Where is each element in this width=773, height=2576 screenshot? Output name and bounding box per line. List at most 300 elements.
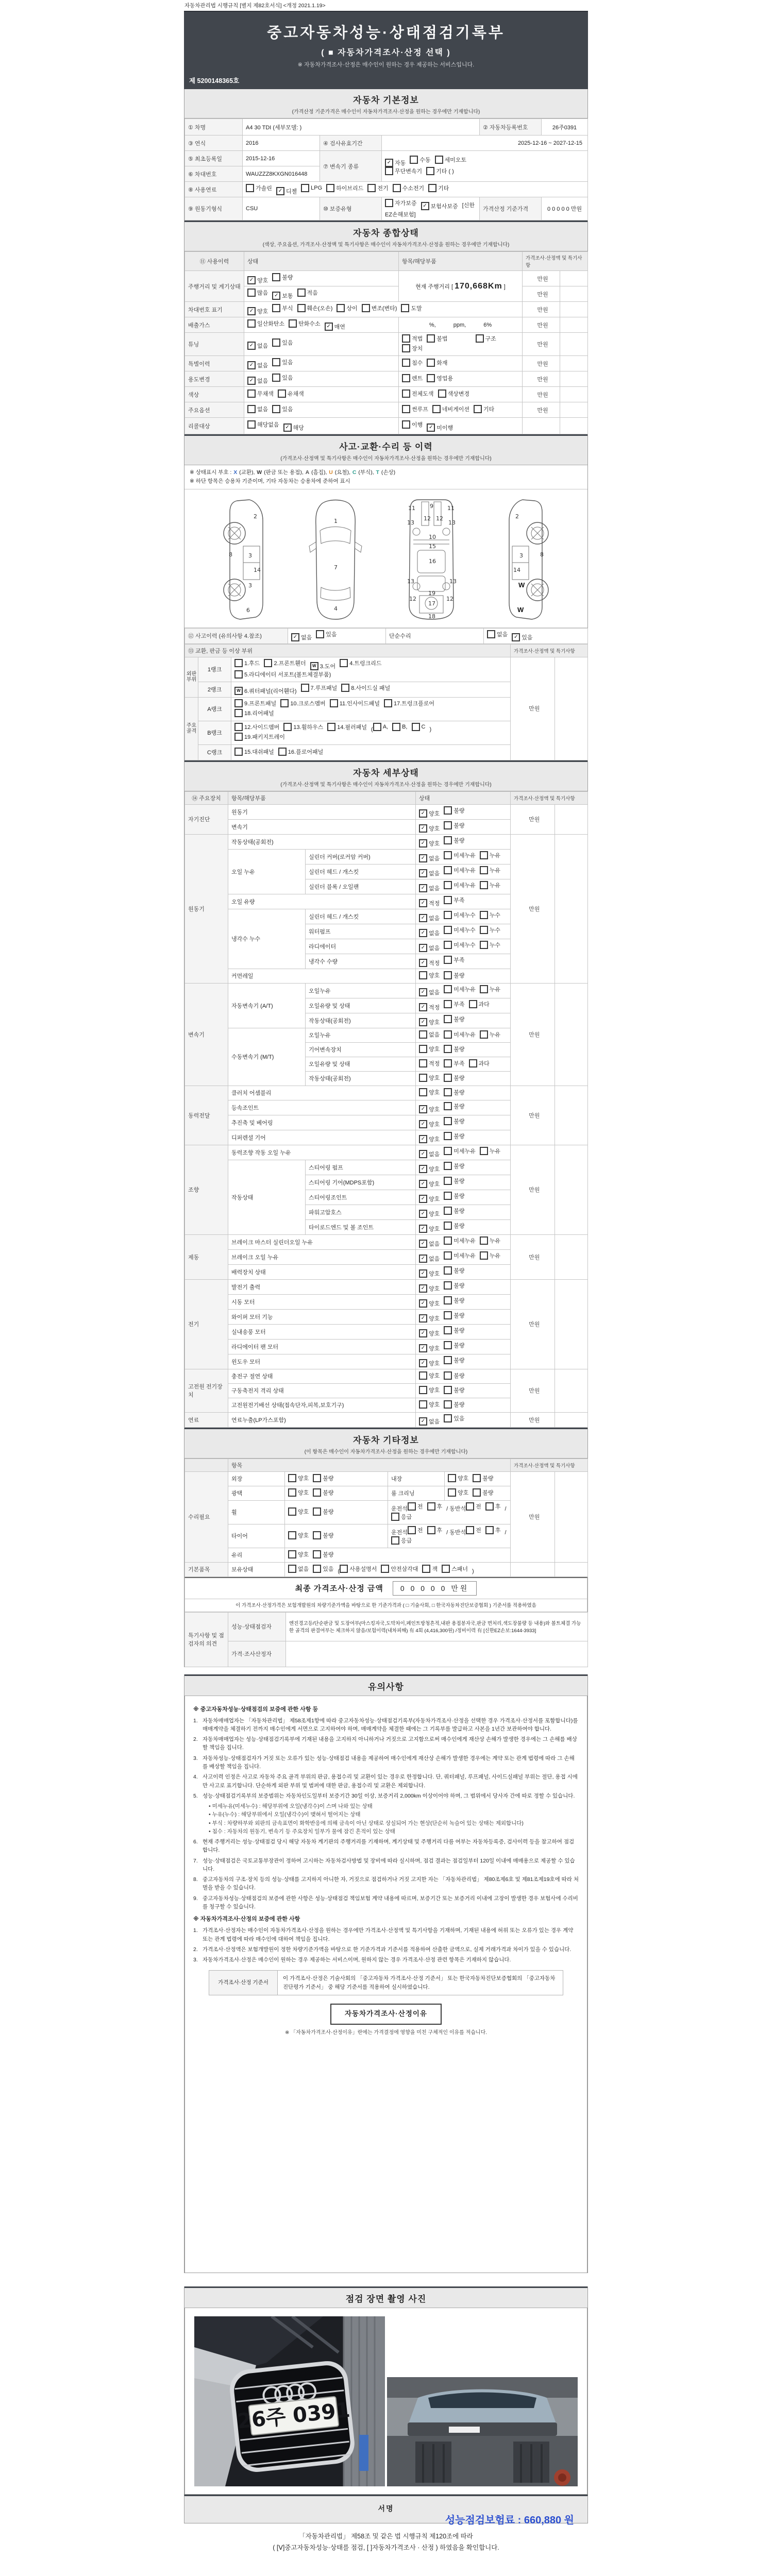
checkbox[interactable] bbox=[444, 911, 452, 919]
checkbox-w-mark[interactable]: W bbox=[310, 662, 318, 670]
checkbox[interactable] bbox=[444, 1177, 452, 1185]
checkbox[interactable] bbox=[402, 359, 410, 367]
checkbox[interactable] bbox=[419, 1400, 427, 1409]
checkbox[interactable] bbox=[444, 1207, 452, 1215]
checkbox[interactable] bbox=[340, 659, 348, 667]
choice bbox=[474, 405, 494, 413]
checkbox[interactable] bbox=[444, 1341, 452, 1349]
price-survey-reason-note: ※ 「자동차가격조사·산정이유」란에는 가격결정에 영향을 미친 구체적인 이유를 적습니다. bbox=[284, 2029, 488, 2036]
checkbox[interactable] bbox=[288, 1550, 296, 1558]
checkbox[interactable] bbox=[326, 184, 334, 192]
checkbox[interactable] bbox=[419, 971, 427, 979]
checkbox[interactable]: ✓ bbox=[291, 633, 299, 641]
checkbox[interactable]: ✓ bbox=[419, 929, 427, 937]
choice bbox=[419, 1329, 440, 1337]
checkbox[interactable] bbox=[288, 1488, 296, 1497]
checkbox[interactable] bbox=[373, 723, 381, 731]
cell bbox=[382, 151, 588, 182]
checkbox[interactable] bbox=[444, 985, 452, 993]
checkbox[interactable]: ✓ bbox=[419, 1284, 427, 1293]
checkbox[interactable] bbox=[444, 1414, 452, 1422]
checkbox[interactable] bbox=[480, 1236, 488, 1245]
checkbox[interactable] bbox=[480, 866, 488, 874]
checkbox-label: 양호 bbox=[298, 1532, 309, 1539]
checkbox[interactable] bbox=[480, 1251, 488, 1260]
checkbox[interactable] bbox=[435, 156, 443, 164]
checkbox[interactable] bbox=[476, 334, 484, 343]
checkbox[interactable] bbox=[381, 1565, 389, 1573]
checkbox[interactable]: ✓ bbox=[247, 276, 256, 284]
row-label: 동력전달 bbox=[185, 1086, 228, 1145]
checkbox[interactable]: ✓ bbox=[419, 1299, 427, 1308]
checkbox[interactable] bbox=[444, 1000, 452, 1008]
checkbox[interactable] bbox=[444, 1356, 452, 1364]
checkbox[interactable]: ✓ bbox=[247, 361, 256, 369]
checkbox[interactable] bbox=[427, 1526, 435, 1534]
checkbox[interactable]: ✓ bbox=[419, 824, 427, 833]
checkbox[interactable] bbox=[444, 1371, 452, 1380]
checkbox[interactable] bbox=[272, 358, 280, 366]
checkbox[interactable]: ✓ bbox=[419, 1165, 427, 1173]
checkbox[interactable] bbox=[313, 1531, 321, 1539]
checkbox[interactable] bbox=[444, 1266, 452, 1275]
legend-code-C: C bbox=[352, 469, 357, 476]
checkbox[interactable] bbox=[234, 748, 243, 756]
choice bbox=[393, 184, 425, 192]
checkbox[interactable] bbox=[444, 1192, 452, 1200]
checkbox[interactable]: ✓ bbox=[427, 423, 435, 432]
checkbox[interactable] bbox=[408, 1502, 416, 1511]
checkbox[interactable] bbox=[280, 699, 289, 707]
checkbox[interactable] bbox=[480, 985, 488, 993]
choice bbox=[469, 1059, 490, 1067]
checkbox[interactable] bbox=[247, 319, 256, 328]
checkbox[interactable] bbox=[313, 1507, 321, 1516]
checkbox[interactable] bbox=[444, 1162, 452, 1170]
checkbox[interactable] bbox=[278, 389, 286, 398]
svg-text:8: 8 bbox=[540, 551, 544, 558]
checkbox[interactable] bbox=[283, 723, 292, 731]
checkbox[interactable] bbox=[473, 1474, 481, 1482]
checkbox-label: 불량 bbox=[453, 1357, 465, 1364]
cell: 오일누유 bbox=[306, 983, 416, 998]
choice bbox=[427, 1526, 443, 1534]
cell-text: ( bbox=[371, 726, 373, 733]
checkbox-label: 불량 bbox=[323, 1532, 334, 1539]
checkbox[interactable] bbox=[444, 1088, 452, 1096]
checkbox[interactable] bbox=[480, 911, 488, 919]
checkbox[interactable] bbox=[419, 1074, 427, 1082]
section-basic-info bbox=[184, 89, 588, 221]
checkbox-label: 스패너 bbox=[451, 1566, 468, 1572]
checkbox-label: 미세누유 bbox=[453, 882, 476, 889]
checkbox[interactable] bbox=[444, 1015, 452, 1023]
notice-item-number: 5. bbox=[193, 1792, 198, 1799]
cell bbox=[416, 1086, 511, 1100]
checkbox[interactable] bbox=[444, 1251, 452, 1260]
checkbox[interactable] bbox=[272, 273, 280, 281]
checkbox[interactable]: ✓ bbox=[419, 1210, 427, 1218]
checkbox[interactable] bbox=[247, 405, 256, 413]
checkbox[interactable]: ✓ bbox=[419, 1255, 427, 1263]
checkbox[interactable] bbox=[393, 184, 401, 192]
cell: 워터펌프 bbox=[306, 924, 416, 939]
checkbox[interactable] bbox=[427, 1502, 435, 1511]
checkbox[interactable]: ✓ bbox=[419, 899, 427, 907]
checkbox[interactable] bbox=[444, 881, 452, 889]
checkbox[interactable]: ✓ bbox=[419, 944, 427, 952]
checkbox[interactable] bbox=[480, 926, 488, 934]
cell bbox=[416, 924, 511, 939]
checkbox[interactable] bbox=[444, 1296, 452, 1304]
row-label: 리콜대상 bbox=[185, 418, 244, 434]
checkbox[interactable]: ✓ bbox=[247, 342, 256, 350]
checkbox[interactable] bbox=[444, 1030, 452, 1039]
price-unit: 만원 bbox=[537, 307, 548, 313]
checkbox[interactable] bbox=[428, 184, 436, 192]
checkbox[interactable]: ✓ bbox=[512, 633, 520, 641]
choice bbox=[432, 405, 469, 413]
checkbox[interactable] bbox=[264, 659, 272, 667]
checkbox[interactable] bbox=[444, 836, 452, 844]
cell: 실린더 헤드 / 개스킷 bbox=[306, 864, 416, 879]
checkbox[interactable] bbox=[289, 319, 297, 328]
checkbox[interactable]: ✓ bbox=[419, 869, 427, 877]
notice-sub-item: • 누유(누수) : 해당부위에서 오일(냉각수)이 맺혀서 떨어지는 상태 bbox=[209, 1811, 361, 1818]
checkbox[interactable] bbox=[419, 1030, 427, 1039]
checkbox[interactable]: ✓ bbox=[283, 423, 292, 432]
checkbox[interactable]: ✓ bbox=[247, 307, 256, 315]
checkbox[interactable] bbox=[234, 709, 243, 717]
checkbox[interactable] bbox=[391, 1513, 399, 1521]
cell-text: / 동반석 bbox=[446, 1505, 466, 1512]
checkbox[interactable] bbox=[288, 1565, 296, 1573]
checkbox[interactable]: ✓ bbox=[419, 1180, 427, 1188]
checkbox[interactable] bbox=[385, 167, 393, 175]
checkbox[interactable] bbox=[487, 630, 495, 638]
checkbox[interactable] bbox=[444, 851, 452, 859]
choice bbox=[419, 1240, 440, 1248]
notice-item bbox=[193, 1956, 579, 1964]
checkbox[interactable] bbox=[419, 1059, 427, 1067]
checkbox[interactable]: ✓ bbox=[419, 839, 427, 848]
checkbox[interactable] bbox=[444, 866, 452, 874]
cell: 스티어링 기어(MDPS포함) bbox=[306, 1175, 416, 1190]
checkbox-w-mark[interactable]: W bbox=[234, 687, 243, 695]
checkbox[interactable] bbox=[410, 156, 418, 164]
checkbox[interactable] bbox=[313, 1488, 321, 1497]
checkbox[interactable] bbox=[392, 723, 400, 731]
checkbox[interactable] bbox=[480, 881, 488, 889]
checkbox[interactable] bbox=[367, 184, 376, 192]
checkbox[interactable] bbox=[402, 405, 410, 413]
choice bbox=[247, 307, 268, 315]
row-label: ⑨ 원동기형식 bbox=[185, 197, 243, 221]
checkbox[interactable] bbox=[419, 1371, 427, 1380]
svg-text:13: 13 bbox=[407, 519, 414, 526]
checkbox[interactable] bbox=[402, 334, 410, 343]
row-label: 특기사항 및 점검자의 의견 bbox=[185, 1612, 228, 1667]
checkbox-label: 양호 bbox=[429, 1345, 440, 1352]
choice bbox=[272, 374, 293, 382]
checkbox[interactable]: ✓ bbox=[325, 323, 333, 331]
checkbox[interactable] bbox=[444, 1102, 452, 1110]
choice bbox=[419, 839, 440, 848]
notice-item-text: 사고이력 인정은 사고로 자동차 주요 골격 부위의 판금, 용접수리 및 교환이 있는 경우로 한정합니다. 단, 쿼터패널, 루프패널, 사이드실패널 부위는 절단, 용접 시에만 사고로 표기합니다. 단순하게 외판 부위 및 범퍼에 대한 판금, 용접수리 및 교환은 제외합니다. bbox=[203, 1774, 578, 1789]
checkbox[interactable] bbox=[444, 1132, 452, 1140]
checkbox-label: 기타 bbox=[438, 185, 449, 192]
checkbox[interactable] bbox=[301, 184, 309, 192]
checkbox[interactable]: ✓ bbox=[419, 884, 427, 892]
checkbox[interactable] bbox=[402, 420, 410, 429]
checkbox[interactable] bbox=[234, 699, 243, 707]
choice bbox=[283, 423, 304, 432]
notice-item-text: 자동차매매업자는 「자동차관리법」 제58조제1항에 따라 중고자동차성능·상태점검기록부(자동차가격조사·산정을 선택한 경우 가격조사·산정서를 포함합니다)를 매매계약을 체결하기 전까지 매수인에게 서면으로 고지하여야 하며, 매매계약을 체결한 때에는 그 기록부를 발급하고 사본을 1년간 보관하여야 합니다. bbox=[203, 1717, 578, 1732]
section-etc-info bbox=[184, 1428, 588, 1667]
checkbox[interactable] bbox=[448, 1488, 456, 1497]
choice bbox=[438, 389, 470, 398]
column-header: 항목/해당부품 bbox=[228, 791, 416, 804]
checkbox[interactable] bbox=[313, 1565, 321, 1573]
checkbox[interactable] bbox=[278, 748, 287, 756]
checkbox[interactable] bbox=[444, 896, 452, 904]
checkbox[interactable] bbox=[444, 1311, 452, 1319]
checkbox[interactable] bbox=[444, 821, 452, 829]
cell: 작동상태(공회전) bbox=[306, 1013, 416, 1028]
checkbox[interactable] bbox=[246, 184, 254, 192]
checkbox-label: 양호 bbox=[429, 810, 440, 817]
choice bbox=[373, 723, 388, 731]
checkbox[interactable] bbox=[469, 1059, 477, 1067]
choice bbox=[402, 374, 423, 382]
checkbox[interactable]: ✓ bbox=[419, 988, 427, 996]
checkbox[interactable]: ✓ bbox=[419, 1269, 427, 1278]
checkbox[interactable]: ✓ bbox=[419, 1417, 427, 1426]
choice bbox=[466, 1502, 481, 1511]
checkbox[interactable] bbox=[313, 1550, 321, 1558]
choice bbox=[419, 1269, 440, 1278]
checkbox[interactable] bbox=[444, 1236, 452, 1245]
checkbox[interactable] bbox=[426, 167, 434, 175]
checkbox[interactable] bbox=[419, 1088, 427, 1096]
checkbox[interactable] bbox=[385, 199, 393, 207]
checkbox[interactable] bbox=[384, 699, 392, 707]
checkbox[interactable] bbox=[234, 723, 243, 731]
checkbox-label: 있음 bbox=[522, 635, 533, 641]
checkbox[interactable] bbox=[444, 1147, 452, 1155]
checkbox[interactable] bbox=[408, 1526, 416, 1534]
checkbox[interactable]: ✓ bbox=[419, 1314, 427, 1323]
checkbox[interactable] bbox=[419, 1045, 427, 1053]
checkbox[interactable] bbox=[327, 723, 335, 731]
checkbox-label: 누유 bbox=[489, 1031, 501, 1038]
checkbox[interactable] bbox=[340, 1565, 348, 1573]
checkbox[interactable] bbox=[316, 630, 324, 638]
checkbox[interactable]: ✓ bbox=[419, 1359, 427, 1367]
checkbox[interactable] bbox=[330, 699, 338, 707]
checkbox[interactable] bbox=[402, 344, 410, 352]
checkbox[interactable] bbox=[480, 1030, 488, 1039]
checkbox-label: 양호 bbox=[429, 1046, 440, 1053]
checkbox[interactable] bbox=[442, 1565, 450, 1573]
price-cell bbox=[523, 286, 588, 302]
checkbox[interactable]: ✓ bbox=[385, 159, 393, 167]
checkbox[interactable] bbox=[427, 359, 435, 367]
legend-code-U: U bbox=[329, 469, 333, 476]
checkbox[interactable]: ✓ bbox=[272, 292, 280, 300]
checkbox[interactable] bbox=[288, 1474, 296, 1482]
checkbox-label: 색상변경 bbox=[447, 391, 470, 397]
checkbox[interactable]: ✓ bbox=[419, 854, 427, 862]
checkbox[interactable]: ✓ bbox=[419, 1329, 427, 1337]
checkbox[interactable] bbox=[234, 659, 243, 667]
checkbox[interactable]: ✓ bbox=[419, 914, 427, 922]
section-photos bbox=[184, 2286, 588, 2495]
svg-text:17: 17 bbox=[428, 600, 435, 607]
checkbox[interactable]: ✓ bbox=[419, 809, 427, 818]
checkbox[interactable] bbox=[301, 684, 309, 692]
checkbox[interactable] bbox=[422, 1565, 430, 1573]
checkbox[interactable] bbox=[444, 1045, 452, 1053]
price-standard-label: 가격조사·산정 기준서 bbox=[209, 1971, 278, 1995]
checkbox[interactable] bbox=[480, 941, 488, 949]
checkbox[interactable] bbox=[444, 1117, 452, 1125]
checkbox[interactable] bbox=[427, 374, 435, 382]
checkbox[interactable] bbox=[272, 338, 280, 347]
choice bbox=[419, 1120, 440, 1128]
checkbox-label: 양호 bbox=[429, 1019, 440, 1026]
checkbox[interactable] bbox=[402, 374, 410, 382]
checkbox[interactable] bbox=[234, 670, 243, 679]
checkbox[interactable] bbox=[448, 1474, 456, 1482]
checkbox[interactable] bbox=[444, 1400, 452, 1409]
choice bbox=[247, 361, 268, 369]
checkbox[interactable] bbox=[247, 420, 256, 429]
checkbox[interactable] bbox=[444, 1326, 452, 1334]
cell bbox=[484, 628, 588, 643]
checkbox[interactable]: ✓ bbox=[419, 1150, 427, 1158]
svg-text:11: 11 bbox=[408, 504, 415, 512]
section-notice bbox=[184, 1674, 588, 2273]
car-diagram-bottom bbox=[388, 495, 475, 623]
checkbox[interactable] bbox=[432, 405, 441, 413]
checkbox[interactable] bbox=[402, 389, 410, 398]
checkbox-label: 미세누유 bbox=[453, 1238, 476, 1244]
checkbox[interactable] bbox=[362, 304, 370, 312]
checkbox[interactable]: ✓ bbox=[276, 187, 284, 195]
checkbox-label: 보통 bbox=[282, 293, 293, 299]
checkbox[interactable] bbox=[480, 1147, 488, 1155]
checkbox[interactable] bbox=[297, 289, 306, 297]
checkbox-label: 디젤 bbox=[285, 188, 297, 195]
checkbox[interactable] bbox=[438, 389, 446, 398]
checkbox[interactable] bbox=[444, 1386, 452, 1394]
checkbox[interactable] bbox=[272, 374, 280, 382]
checkbox[interactable] bbox=[272, 405, 280, 413]
checkbox[interactable]: ✓ bbox=[419, 959, 427, 967]
checkbox[interactable] bbox=[444, 941, 452, 949]
choice bbox=[272, 358, 293, 366]
checkbox[interactable] bbox=[466, 1526, 474, 1534]
checkbox[interactable] bbox=[473, 1488, 481, 1497]
checkbox[interactable] bbox=[444, 1074, 452, 1082]
checkbox[interactable] bbox=[469, 1000, 477, 1008]
checkbox[interactable]: ✓ bbox=[419, 1240, 427, 1248]
cell bbox=[244, 356, 399, 371]
checkbox[interactable] bbox=[485, 1526, 494, 1534]
checkbox[interactable]: ✓ bbox=[419, 1135, 427, 1143]
checkbox[interactable] bbox=[444, 1059, 452, 1067]
cell bbox=[399, 402, 523, 418]
choice bbox=[419, 1284, 440, 1293]
svg-text:13: 13 bbox=[449, 578, 457, 585]
checkbox[interactable] bbox=[247, 389, 256, 398]
column-header: ⑬ 교환, 판금 등 이상 부위 bbox=[185, 644, 511, 657]
checkbox[interactable]: ✓ bbox=[421, 202, 429, 210]
price-unit: 만원 bbox=[537, 322, 548, 329]
choice bbox=[444, 821, 464, 829]
checkbox[interactable] bbox=[272, 304, 280, 312]
checkbox[interactable] bbox=[474, 405, 482, 413]
checkbox[interactable] bbox=[444, 806, 452, 815]
checkbox[interactable] bbox=[427, 334, 435, 343]
choice bbox=[419, 1344, 440, 1352]
cell: 스티어링 펌프 bbox=[306, 1160, 416, 1175]
checkbox[interactable] bbox=[444, 926, 452, 934]
choice bbox=[419, 1045, 440, 1053]
checkbox[interactable] bbox=[444, 956, 452, 964]
checkbox[interactable]: ✓ bbox=[419, 1120, 427, 1128]
checkbox[interactable] bbox=[444, 1281, 452, 1290]
checkbox[interactable] bbox=[444, 971, 452, 979]
checkbox[interactable]: ✓ bbox=[419, 1195, 427, 1203]
checkbox[interactable]: ✓ bbox=[419, 1225, 427, 1233]
cell bbox=[399, 271, 523, 302]
checkbox[interactable] bbox=[234, 733, 243, 741]
checkbox[interactable]: ✓ bbox=[419, 1018, 427, 1026]
checkbox[interactable] bbox=[341, 684, 349, 692]
checkbox-label: 탄화수소 bbox=[298, 320, 321, 327]
checkbox[interactable] bbox=[401, 304, 409, 312]
svg-text:19: 19 bbox=[428, 589, 435, 597]
price-unit: 만원 bbox=[537, 407, 548, 414]
checkbox[interactable] bbox=[444, 1222, 452, 1230]
price-unit: 만원 bbox=[529, 1514, 540, 1521]
row-label: 차대번호 표기 bbox=[185, 302, 244, 317]
checkbox[interactable] bbox=[391, 1536, 399, 1545]
checkbox[interactable] bbox=[337, 304, 345, 312]
checkbox[interactable]: ✓ bbox=[419, 1105, 427, 1113]
checkbox[interactable] bbox=[247, 289, 256, 297]
checkbox[interactable]: ✓ bbox=[419, 1003, 427, 1011]
checkbox[interactable] bbox=[466, 1502, 474, 1511]
checkbox[interactable] bbox=[297, 304, 306, 312]
svg-text:26주 0391: 26주 0391 bbox=[236, 2398, 351, 2434]
checkbox[interactable] bbox=[480, 851, 488, 859]
choice bbox=[313, 1550, 333, 1558]
checkbox[interactable] bbox=[313, 1474, 321, 1482]
checkbox-label: 미세누유 bbox=[453, 852, 476, 859]
checkbox[interactable]: ✓ bbox=[419, 1344, 427, 1352]
checkbox[interactable] bbox=[288, 1531, 296, 1539]
checkbox-label: 불량 bbox=[323, 1475, 334, 1482]
checkbox[interactable] bbox=[485, 1502, 494, 1511]
checkbox[interactable]: ✓ bbox=[247, 377, 256, 385]
choice bbox=[402, 359, 423, 367]
checkbox[interactable] bbox=[412, 723, 420, 731]
checkbox[interactable] bbox=[419, 1386, 427, 1394]
checkbox[interactable] bbox=[288, 1507, 296, 1516]
